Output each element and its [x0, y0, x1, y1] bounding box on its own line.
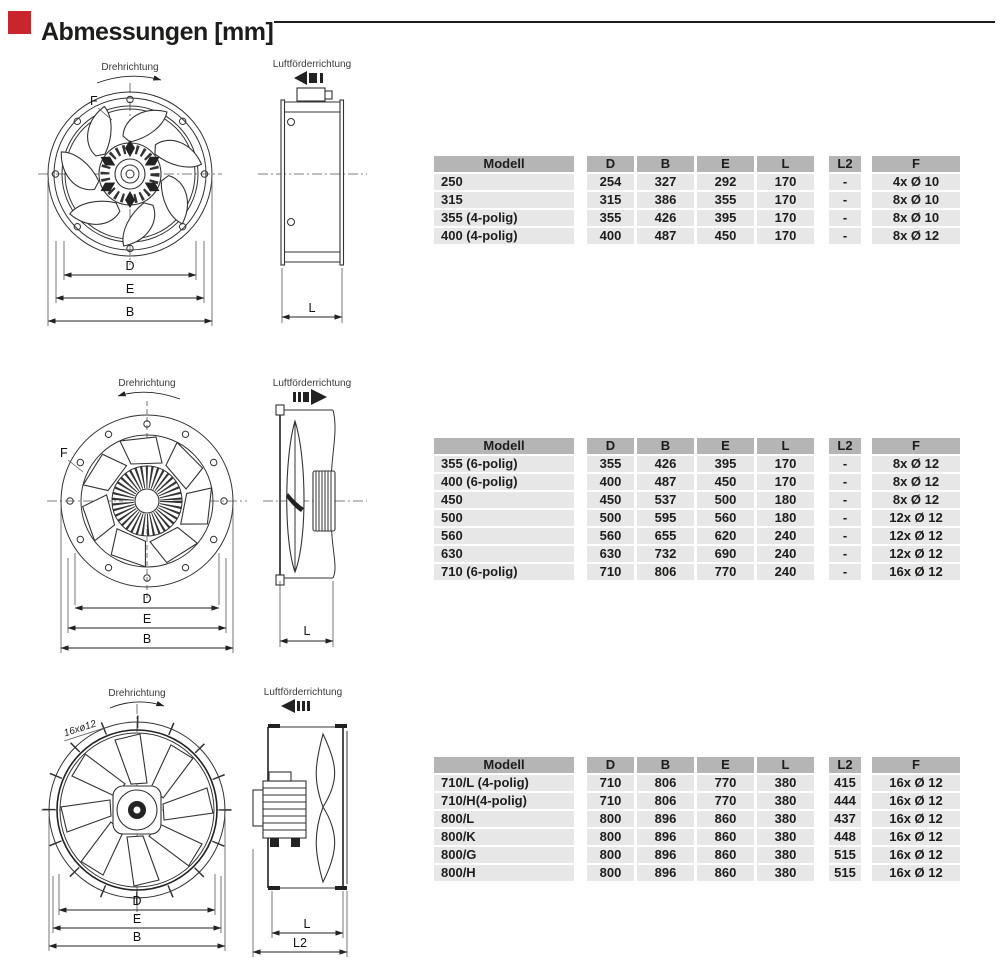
table-cell: 450 — [697, 474, 754, 490]
dim-d-label: D — [132, 894, 142, 908]
column-header: E — [697, 438, 754, 454]
dim-e-label: E — [142, 612, 152, 626]
table-cell: 515 — [817, 847, 861, 863]
table-header-row — [434, 156, 960, 172]
table-cell: 500 — [577, 510, 634, 526]
table-cell: 710 — [577, 564, 634, 580]
airflow-arrow-left — [281, 699, 310, 713]
table-cell: - — [817, 228, 861, 244]
table-cell: 170 — [757, 174, 814, 190]
table-cell: 448 — [817, 829, 861, 845]
table-row — [434, 510, 960, 526]
table-cell: 16x Ø 12 — [864, 564, 960, 580]
column-header: L2 — [817, 156, 861, 172]
table-cell: - — [817, 528, 861, 544]
table-cell: - — [817, 546, 861, 562]
table-cell: 254 — [577, 174, 634, 190]
table-cell: 630 — [434, 546, 574, 562]
table-cell: 896 — [637, 847, 694, 863]
table-cell: 355 (6-polig) — [434, 456, 574, 472]
rotation-direction-label: Drehrichtung — [108, 688, 166, 699]
table-cell: 327 — [637, 174, 694, 190]
table-cell: 770 — [697, 775, 754, 791]
table-cell: 355 — [577, 456, 634, 472]
table-cell: 710 — [577, 793, 634, 809]
table-cell: 250 — [434, 174, 574, 190]
table-cell: 400 — [577, 474, 634, 490]
table-cell: 800/G — [434, 847, 574, 863]
fan-side-drawing-3 — [243, 684, 358, 969]
table-row — [434, 847, 960, 863]
table-cell: 180 — [757, 492, 814, 508]
table-header-row — [434, 438, 960, 454]
dim-d-label: D — [142, 592, 152, 606]
fan-front-2 — [47, 401, 247, 601]
column-header: Modell — [434, 438, 574, 454]
table-row — [434, 456, 960, 472]
airflow-direction-label: Luftförderrichtung — [272, 59, 352, 70]
table-cell: 806 — [637, 793, 694, 809]
hub — [113, 786, 161, 834]
table-cell: 16x Ø 12 — [864, 775, 960, 791]
table-cell: 240 — [757, 564, 814, 580]
column-header: Modell — [434, 757, 574, 773]
table-row — [434, 811, 960, 827]
table-row — [434, 174, 960, 190]
table-cell: 770 — [697, 793, 754, 809]
table-cell: - — [817, 210, 861, 226]
column-header: B — [637, 757, 694, 773]
table-cell: 8x Ø 10 — [864, 210, 960, 226]
table-cell: 170 — [757, 474, 814, 490]
table-cell: 896 — [637, 811, 694, 827]
table-cell: 400 (6-polig) — [434, 474, 574, 490]
table-cell: 437 — [817, 811, 861, 827]
table-cell: 292 — [697, 174, 754, 190]
column-header: E — [697, 156, 754, 172]
dim-b-label: B — [142, 632, 152, 646]
fan-front-drawing-3 — [40, 684, 240, 964]
table-row — [434, 474, 960, 490]
table-cell: 16x Ø 12 — [864, 829, 960, 845]
table-cell: 655 — [637, 528, 694, 544]
table-cell: 860 — [697, 847, 754, 863]
table-cell: 800 — [577, 847, 634, 863]
table-cell: 595 — [637, 510, 694, 526]
table-cell: 710 (6-polig) — [434, 564, 574, 580]
column-header: D — [577, 156, 634, 172]
rotation-direction-label: Drehrichtung — [101, 62, 159, 73]
table-cell: 380 — [757, 829, 814, 845]
table-row — [434, 528, 960, 544]
table-cell: 16x Ø 12 — [864, 865, 960, 881]
table-row — [434, 210, 960, 226]
table-cell: 500 — [697, 492, 754, 508]
airflow-arrow-right — [293, 389, 327, 405]
table-cell: 380 — [757, 775, 814, 791]
column-header: E — [697, 757, 754, 773]
column-header: F — [864, 757, 960, 773]
dimensions-table-3 — [431, 755, 963, 883]
fan-front-drawing-2 — [40, 375, 255, 660]
table-cell: 800/K — [434, 829, 574, 845]
rotation-direction-label: Drehrichtung — [118, 378, 176, 389]
motor-ribbed — [313, 471, 335, 531]
column-header: L — [757, 438, 814, 454]
column-header: B — [637, 156, 694, 172]
table-row — [434, 865, 960, 881]
dim-e-label: E — [125, 282, 135, 296]
table-cell: 8x Ø 12 — [864, 228, 960, 244]
dim-l-label: L — [308, 301, 316, 315]
table-cell: 400 — [577, 228, 634, 244]
table-cell: 800 — [577, 811, 634, 827]
table-cell: - — [817, 564, 861, 580]
table-cell: 315 — [577, 192, 634, 208]
table-cell: 500 — [434, 510, 574, 526]
table-row — [434, 775, 960, 791]
table-cell: 450 — [434, 492, 574, 508]
table-cell: 860 — [697, 811, 754, 827]
table-cell: 710 — [577, 775, 634, 791]
table-cell: 426 — [637, 456, 694, 472]
table-cell: 16x Ø 12 — [864, 793, 960, 809]
dimensions-table-2 — [431, 436, 963, 582]
table-cell: 386 — [637, 192, 694, 208]
table-cell: 415 — [817, 775, 861, 791]
table-cell: 800 — [577, 865, 634, 881]
table-cell: 240 — [757, 528, 814, 544]
table-cell: 896 — [637, 865, 694, 881]
casing-side-1 — [258, 88, 367, 265]
table-cell: 450 — [577, 492, 634, 508]
table-cell: 170 — [757, 228, 814, 244]
table-cell: 180 — [757, 510, 814, 526]
table-cell: 800/L — [434, 811, 574, 827]
table-cell: 12x Ø 12 — [864, 546, 960, 562]
column-header: L2 — [817, 757, 861, 773]
table-cell: 487 — [637, 474, 694, 490]
table-cell: 860 — [697, 865, 754, 881]
table-cell: 380 — [757, 865, 814, 881]
table-row — [434, 829, 960, 845]
table-cell: 800 — [577, 829, 634, 845]
table-cell: 620 — [697, 528, 754, 544]
dim-e-label: E — [132, 912, 142, 926]
dimensions-table-1 — [431, 154, 963, 246]
dimension-l-l2 — [253, 849, 347, 957]
table-cell: 487 — [637, 228, 694, 244]
table-cell: 710/H(4-polig) — [434, 793, 574, 809]
casing-side-3 — [253, 724, 347, 890]
f-dimension-label: F — [90, 94, 98, 108]
column-header: L — [757, 757, 814, 773]
table-cell: 806 — [637, 564, 694, 580]
table-row — [434, 492, 960, 508]
column-header: D — [577, 438, 634, 454]
table-cell: 170 — [757, 192, 814, 208]
dimension-l — [282, 268, 342, 323]
table-cell: 560 — [697, 510, 754, 526]
table-cell: - — [817, 510, 861, 526]
table-cell: 8x Ø 12 — [864, 474, 960, 490]
table-cell: 8x Ø 12 — [864, 456, 960, 472]
table-cell: 355 (4-polig) — [434, 210, 574, 226]
table-cell: - — [817, 474, 861, 490]
table-cell: 4x Ø 10 — [864, 174, 960, 190]
rotation-arrow — [118, 392, 180, 399]
dim-l-label: L — [303, 624, 311, 638]
table-cell: 240 — [757, 546, 814, 562]
dim-b-label: B — [132, 930, 142, 944]
table-cell: 12x Ø 12 — [864, 528, 960, 544]
table-cell: 690 — [697, 546, 754, 562]
table-cell: 710/L (4-polig) — [434, 775, 574, 791]
f-dimension-label: F — [60, 446, 68, 460]
table-cell: 170 — [757, 210, 814, 226]
page-title: Abmessungen [mm] — [41, 17, 274, 46]
column-header: L — [757, 156, 814, 172]
table-cell: 732 — [637, 546, 694, 562]
column-header: D — [577, 757, 634, 773]
table-cell: 426 — [637, 210, 694, 226]
fan-side-drawing-1 — [250, 55, 375, 335]
title-rule — [274, 21, 995, 23]
dim-l-label: L — [303, 917, 311, 931]
dimension-l — [280, 581, 333, 647]
table-cell: - — [817, 192, 861, 208]
table-cell: 560 — [434, 528, 574, 544]
table-row — [434, 228, 960, 244]
casing-side-2 — [263, 405, 367, 585]
table-row — [434, 793, 960, 809]
table-row — [434, 564, 960, 580]
table-cell: 860 — [697, 829, 754, 845]
airflow-arrow-left — [294, 71, 323, 85]
table-cell: 537 — [637, 492, 694, 508]
fan-front-drawing-1 — [35, 55, 240, 335]
table-cell: 800/H — [434, 865, 574, 881]
table-header-row — [434, 757, 960, 773]
column-header: F — [864, 438, 960, 454]
bolt-note — [61, 715, 108, 741]
table-cell: - — [817, 174, 861, 190]
hub — [98, 140, 162, 208]
column-header: F — [864, 156, 960, 172]
rotation-arrow — [97, 76, 161, 83]
table-cell: - — [817, 456, 861, 472]
table-row — [434, 192, 960, 208]
table-cell: 515 — [817, 865, 861, 881]
table-cell: 560 — [577, 528, 634, 544]
table-cell: 400 (4-polig) — [434, 228, 574, 244]
red-square-bullet — [8, 11, 31, 34]
fan-side-drawing-2 — [255, 375, 375, 660]
impeller-profile — [316, 734, 334, 882]
table-cell: 8x Ø 12 — [864, 492, 960, 508]
table-cell: 896 — [637, 829, 694, 845]
table-cell: 770 — [697, 564, 754, 580]
table-cell: 380 — [757, 793, 814, 809]
column-header: Modell — [434, 156, 574, 172]
dim-l2-label: L2 — [293, 936, 307, 950]
table-cell: 444 — [817, 793, 861, 809]
airflow-direction-label: Luftförderrichtung — [272, 378, 352, 389]
dim-d-label: D — [125, 259, 135, 273]
motor-ribbed — [253, 772, 306, 847]
table-cell: 355 — [697, 192, 754, 208]
airflow-direction-label: Luftförderrichtung — [263, 687, 343, 698]
fan-front-1 — [38, 83, 222, 265]
column-header: B — [637, 438, 694, 454]
table-cell: 395 — [697, 456, 754, 472]
table-cell: 16x Ø 12 — [864, 811, 960, 827]
table-cell: 170 — [757, 456, 814, 472]
table-cell: 380 — [757, 847, 814, 863]
table-cell: 395 — [697, 210, 754, 226]
table-cell: 450 — [697, 228, 754, 244]
table-cell: 380 — [757, 811, 814, 827]
table-cell: 16x Ø 12 — [864, 847, 960, 863]
table-cell: - — [817, 492, 861, 508]
table-cell: 315 — [434, 192, 574, 208]
table-cell: 355 — [577, 210, 634, 226]
dim-b-label: B — [125, 305, 135, 319]
table-row — [434, 546, 960, 562]
table-cell: 806 — [637, 775, 694, 791]
svg-text:16xø12: 16xø12 — [62, 718, 98, 740]
table-cell: 630 — [577, 546, 634, 562]
table-cell: 12x Ø 12 — [864, 510, 960, 526]
column-header: L2 — [817, 438, 861, 454]
table-cell: 8x Ø 10 — [864, 192, 960, 208]
